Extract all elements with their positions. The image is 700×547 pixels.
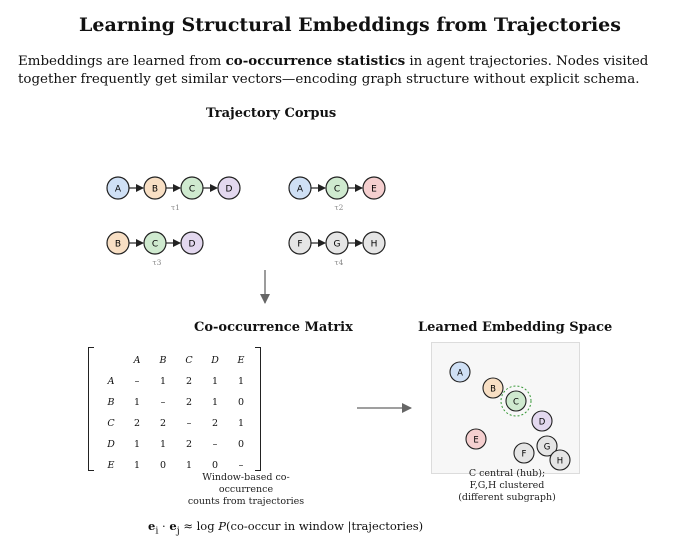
- intro-bold-term: co-occurrence statistics: [225, 53, 406, 69]
- formula-P: P: [218, 519, 227, 533]
- matrix-cell: 0: [237, 397, 245, 408]
- matrix-title: Co-occurrence Matrix: [194, 320, 353, 335]
- embedding-caption: [442, 468, 572, 504]
- formula-e: e: [169, 519, 177, 533]
- embedding-node-label: G: [543, 442, 551, 453]
- intro-text-before: Embeddings are learned from: [18, 54, 226, 69]
- formula-dot: ·: [158, 519, 170, 533]
- embedding-panel: [431, 342, 580, 474]
- trajectory-corpus: [107, 177, 385, 267]
- matrix-cell: 2: [159, 418, 167, 429]
- trajectory-node-label: A: [114, 184, 122, 195]
- intro-text-after: in agent trajectories. Nodes visited together frequently get similar vectors—encoding graph structure without explicit schema.: [18, 54, 649, 87]
- matrix-cell: 1: [133, 460, 141, 471]
- trajectory-node-label: F: [297, 239, 303, 250]
- embedding-caption-line: F,G,H clustered: [469, 480, 545, 491]
- matrix-cell: 2: [185, 439, 193, 450]
- formula-approx: ≈ log: [179, 519, 219, 533]
- matrix-cell: 1: [133, 397, 141, 408]
- matrix-row-header: A: [107, 376, 115, 387]
- trajectory-node-label: C: [151, 239, 159, 250]
- matrix-corner: [98, 350, 124, 371]
- matrix-cell: –: [238, 460, 244, 471]
- trajectory-node-label: D: [188, 239, 196, 250]
- matrix-cell: 0: [159, 460, 167, 471]
- matrix-caption-line: Window-based co-occurrence: [202, 472, 290, 495]
- matrix-row: [98, 371, 254, 392]
- matrix-row-header: C: [107, 418, 115, 429]
- formula-e: e: [148, 519, 156, 533]
- matrix-col-header: B: [159, 355, 167, 366]
- matrix-row-header: D: [107, 439, 115, 450]
- diagram-title: Learning Structural Embeddings from Trajectories: [79, 14, 621, 36]
- matrix-cell: –: [134, 376, 140, 387]
- matrix-row-header: B: [107, 397, 115, 408]
- matrix-col-header: A: [133, 355, 141, 366]
- matrix-caption: [176, 472, 316, 508]
- embedding-caption-line: (different subgraph): [458, 492, 556, 503]
- matrix-cell: 1: [211, 376, 219, 387]
- trajectory-node-label: A: [296, 184, 304, 195]
- matrix-col-header: C: [185, 355, 193, 366]
- embedding-node-label: A: [457, 368, 463, 379]
- embedding-node-label: D: [538, 417, 546, 428]
- matrix-caption-line: counts from trajectories: [187, 496, 305, 507]
- embedding-node-label: E: [473, 435, 479, 446]
- matrix-right-bracket: [255, 347, 261, 471]
- formula: [148, 519, 423, 536]
- matrix-row-header: E: [107, 460, 115, 471]
- trajectory-node-label: B: [151, 184, 159, 195]
- trajectory-label: τ4: [334, 258, 344, 267]
- trajectory-node-label: B: [114, 239, 122, 250]
- matrix-row: [98, 434, 254, 455]
- matrix-cell: 0: [237, 439, 245, 450]
- embedding-node-label: B: [490, 384, 496, 395]
- corpus-title: Trajectory Corpus: [206, 106, 337, 121]
- trajectory-label: τ3: [152, 258, 162, 267]
- trajectory-node-label: H: [370, 239, 378, 250]
- embedding-plot: [432, 343, 579, 473]
- matrix-cell: 2: [185, 376, 193, 387]
- matrix-cell: –: [186, 418, 192, 429]
- matrix-header-row: [98, 350, 254, 371]
- trajectory-label: τ1: [171, 203, 180, 212]
- trajectory-label: τ2: [334, 203, 344, 212]
- matrix-cell: 1: [159, 376, 167, 387]
- matrix-cell: 1: [237, 376, 245, 387]
- matrix-col-header: D: [211, 355, 219, 366]
- matrix-row: [98, 392, 254, 413]
- matrix-cell: 2: [133, 418, 141, 429]
- matrix-col-header: E: [237, 355, 245, 366]
- embedding-caption-line: C central (hub);: [468, 468, 546, 479]
- formula-rest: (co-occur in window |trajectories): [226, 519, 424, 533]
- embedding-node-label: F: [521, 449, 527, 460]
- matrix-cell: 1: [185, 460, 193, 471]
- matrix-cell: –: [160, 397, 166, 408]
- matrix-cell: 1: [159, 439, 167, 450]
- embedding-node-label: C: [513, 397, 519, 408]
- matrix-left-bracket: [88, 347, 94, 471]
- matrix-cell: 2: [185, 397, 193, 408]
- trajectory-node-label: G: [333, 239, 341, 250]
- embedding-node-label: H: [556, 456, 564, 467]
- embedding-nodes: [450, 362, 570, 470]
- matrix-cell: 1: [211, 397, 219, 408]
- trajectory-node-label: C: [188, 184, 196, 195]
- trajectory-node-label: C: [333, 184, 341, 195]
- formula-sub-i: i: [155, 525, 159, 537]
- matrix-cell: 1: [133, 439, 141, 450]
- matrix-row: [98, 413, 254, 434]
- embedding-title: Learned Embedding Space: [418, 320, 613, 335]
- matrix-cell: 1: [237, 418, 245, 429]
- trajectory-node-label: E: [371, 184, 377, 195]
- formula-sub-j: j: [176, 525, 180, 537]
- matrix-cell: –: [212, 439, 218, 450]
- formula-e-j: [169, 519, 176, 533]
- matrix-cell: 2: [211, 418, 219, 429]
- trajectory-node-label: D: [225, 184, 233, 195]
- matrix-cell: 0: [211, 460, 219, 471]
- cooccurrence-matrix: [98, 350, 254, 476]
